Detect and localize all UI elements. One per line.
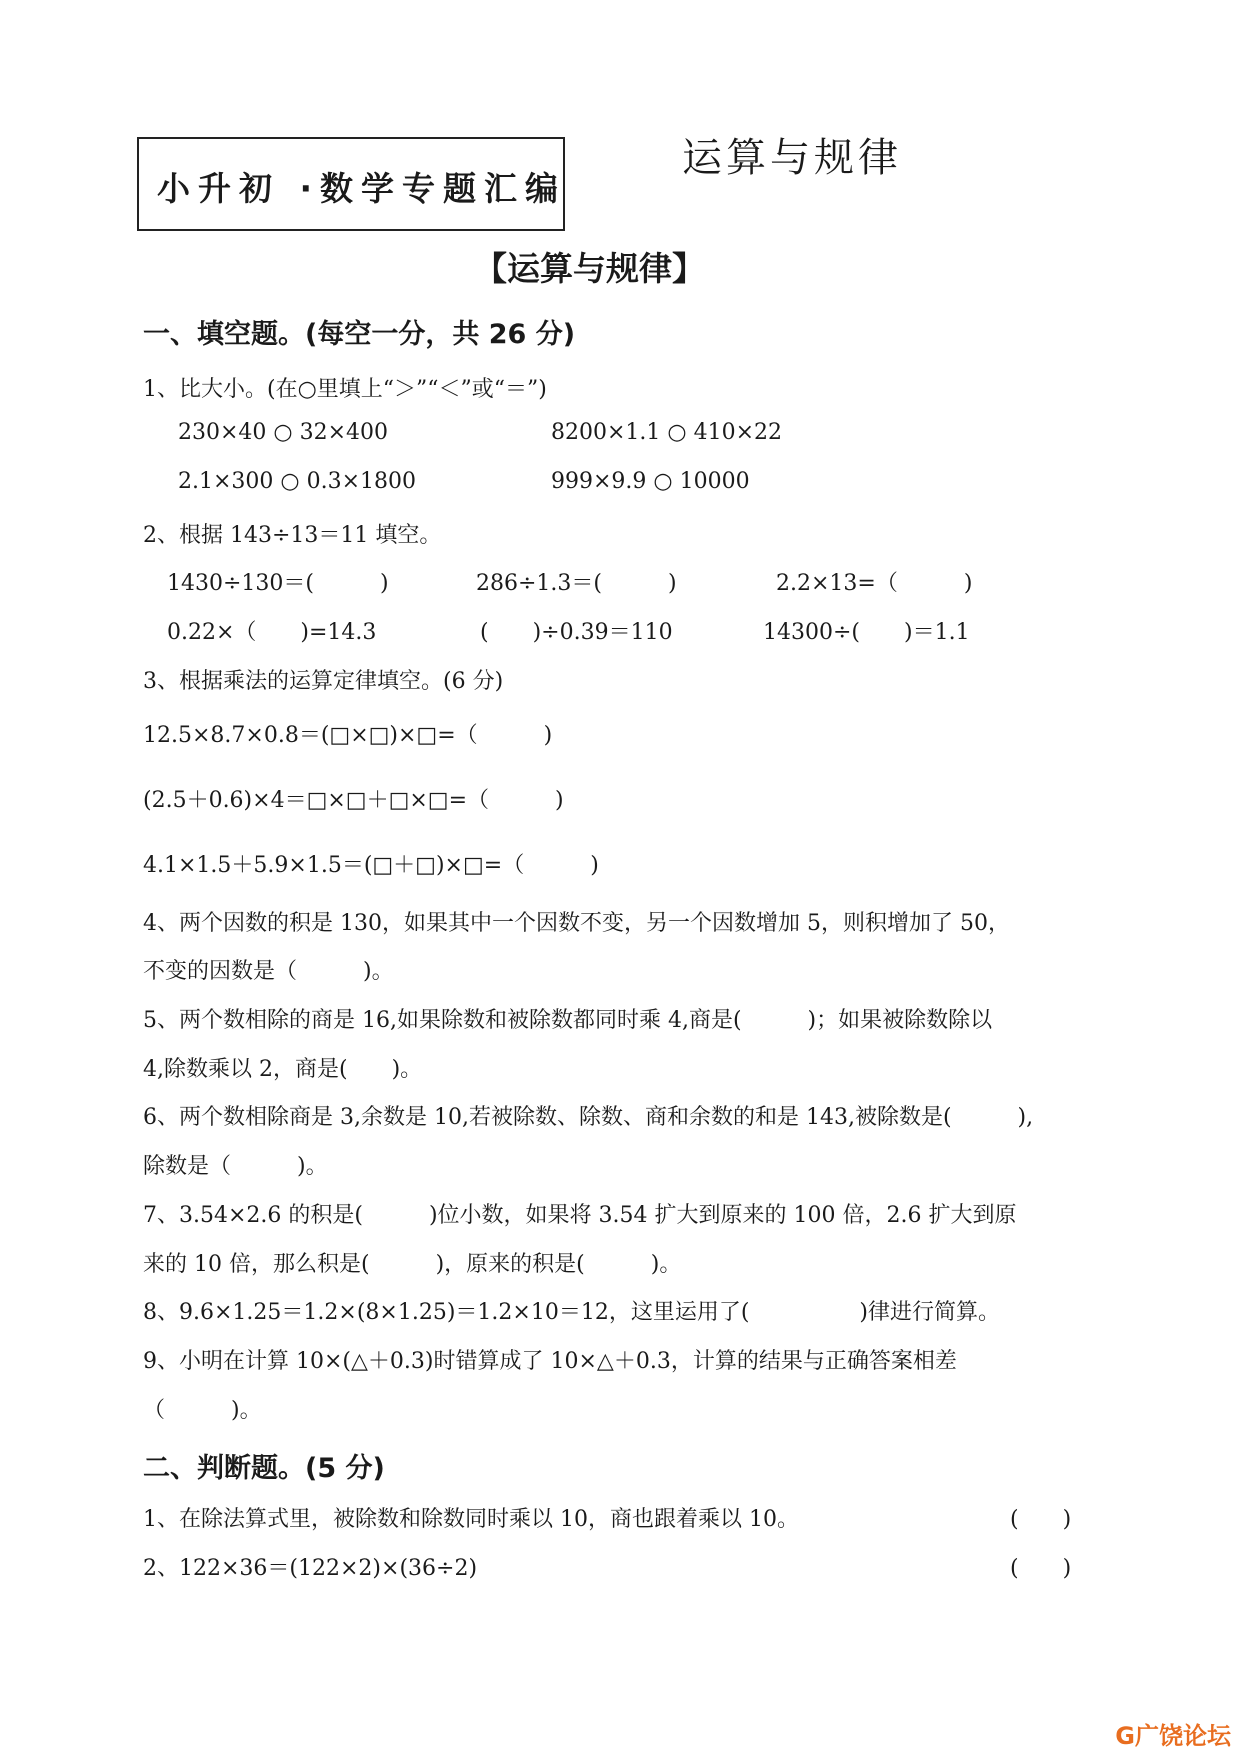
q2-item: 1430÷130＝( )	[167, 571, 389, 596]
q5-line1: 5、两个数相除的商是 16,如果除数和被除数都同时乘 4,商是( )；如果被除数除以	[143, 1008, 993, 1033]
q1-item: 230×40 ○ 32×400	[178, 420, 389, 445]
topic-title: 运算与规律	[682, 135, 902, 181]
q2-item: 0.22×（ )=14.3	[167, 620, 377, 645]
q2-stem: 2、根据 143÷13＝11 填空。	[143, 523, 442, 548]
judge-q2-blank: ( )	[1010, 1556, 1072, 1581]
q3-stem: 3、根据乘法的运算定律填空。(6 分)	[143, 669, 504, 694]
series-title: 小升初 ·数学专题汇编	[157, 169, 567, 208]
judge-q2: 2、122×36＝(122×2)×(36÷2)	[143, 1556, 478, 1581]
q4-line1: 4、两个因数的积是 130，如果其中一个因数不变，另一个因数增加 5，则积增加了 50，	[143, 911, 1010, 936]
q1-item: 8200×1.1 ○ 410×22	[551, 420, 783, 445]
q2-item: ( )÷0.39＝110	[480, 620, 673, 645]
q5-line2: 4,除数乘以 2，商是( )。	[143, 1057, 423, 1082]
q2-item: 2.2×13=（ )	[776, 571, 973, 596]
series-title-box	[137, 137, 565, 231]
q1-item: 999×9.9 ○ 10000	[551, 469, 750, 494]
q9-line2: （ )。	[143, 1398, 262, 1423]
q2-item: 14300÷( )＝1.1	[763, 620, 970, 645]
page-title: 【运算与规律】	[474, 249, 705, 288]
q3-line: 12.5×8.7×0.8＝(□×□)×□=（ )	[143, 723, 553, 748]
q3-line: (2.5＋0.6)×4＝□×□＋□×□=（ )	[143, 788, 564, 813]
judge-q1-blank: ( )	[1010, 1507, 1072, 1532]
section2-heading: 二、判断题。(5 分)	[143, 1453, 385, 1484]
q1-stem: 1、比大小。(在○里填上“＞”“＜”或“＝”)	[143, 377, 547, 402]
q8-line1: 8、9.6×1.25＝1.2×(8×1.25)＝1.2×10＝12，这里运用了( )律进行简算。	[143, 1300, 1000, 1325]
logo-text: 广饶论坛	[1135, 1722, 1231, 1750]
judge-q1: 1、在除法算式里，被除数和除数同时乘以 10，商也跟着乘以 10。	[143, 1507, 799, 1532]
q3-line: 4.1×1.5＋5.9×1.5＝(□＋□)×□=（ )	[143, 853, 599, 878]
q6-line2: 除数是（ )。	[143, 1154, 328, 1179]
q2-item: 286÷1.3＝( )	[476, 571, 677, 596]
q9-line1: 9、小明在计算 10×(△＋0.3)时错算成了 10×△＋0.3，计算的结果与正确答案相差	[143, 1349, 957, 1374]
watermark-logo	[1115, 1716, 1231, 1751]
q7-line2: 来的 10 倍，那么积是( )，原来的积是( )。	[143, 1252, 682, 1277]
q6-line1: 6、两个数相除商是 3,余数是 10,若被除数、除数、商和余数的和是 143,被除数是( ),	[143, 1105, 1034, 1130]
q4-line2: 不变的因数是（ )。	[143, 959, 394, 984]
q7-line1: 7、3.54×2.6 的积是( )位小数，如果将 3.54 扩大到原来的 100 倍，2.6 扩大到原	[143, 1203, 1017, 1228]
q1-item: 2.1×300 ○ 0.3×1800	[178, 469, 417, 494]
logo-icon: G	[1115, 1722, 1135, 1750]
section1-heading: 一、填空题。(每空一分，共 26 分)	[143, 319, 576, 350]
